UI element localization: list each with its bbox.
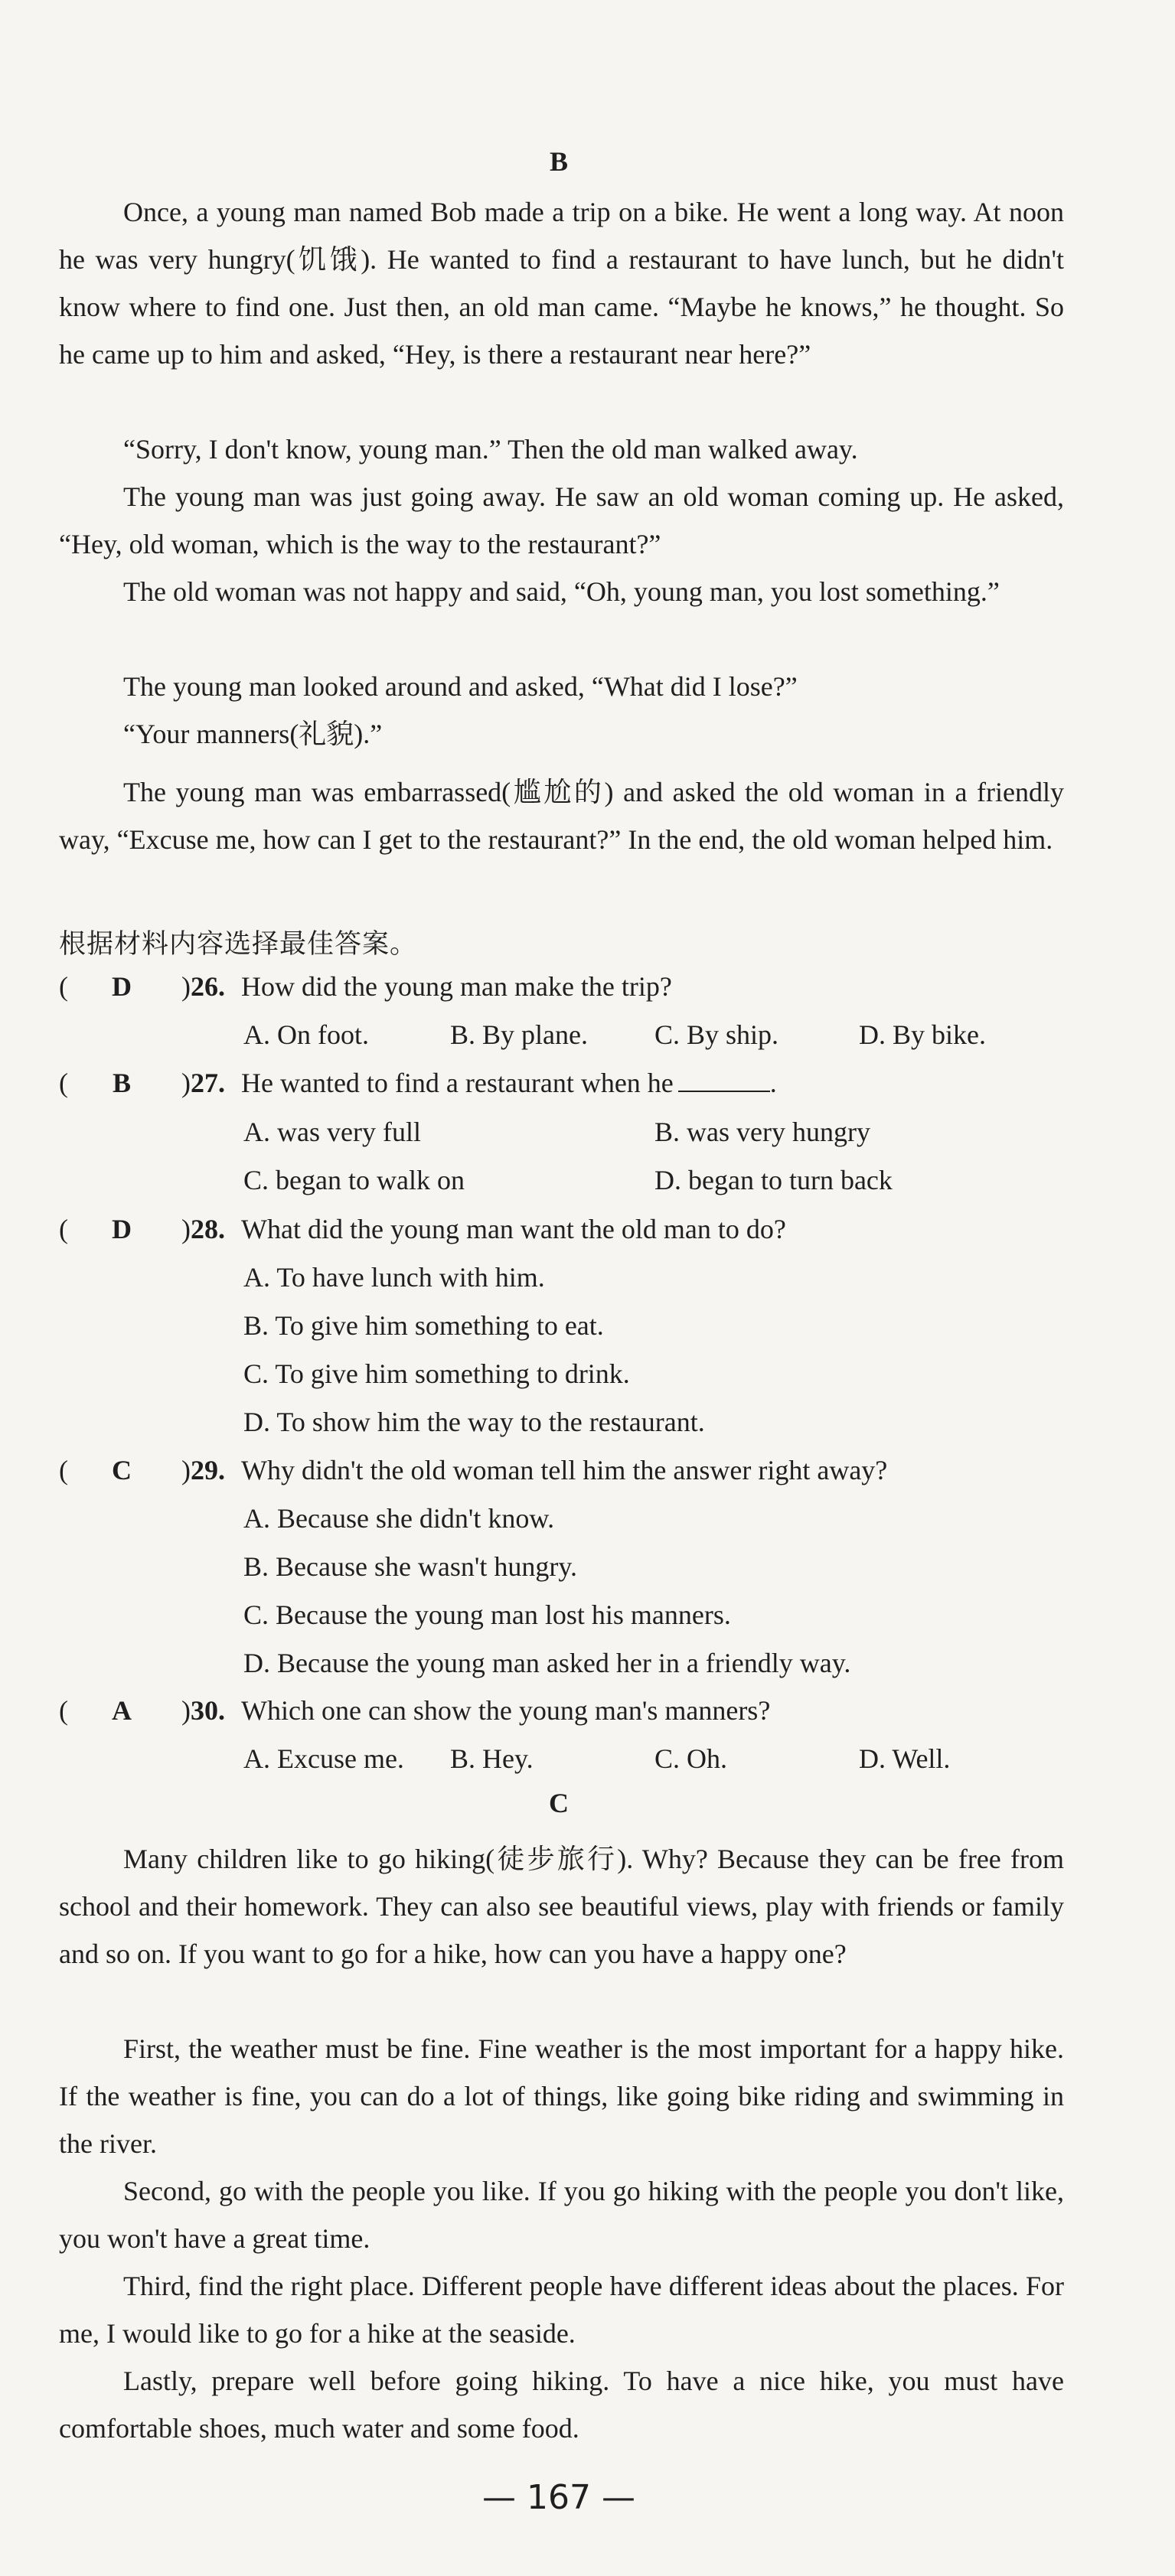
question-stem: Why didn't the old woman tell him the answer right away? (241, 1455, 888, 1485)
option-b: B. was very hungry (654, 1117, 870, 1147)
option-d: D. By bike. (859, 1019, 986, 1050)
option-a: A. was very full (243, 1117, 421, 1147)
question-stem: He wanted to find a restaurant when he . (241, 1068, 777, 1098)
option-a: A. To have lunch with him. (243, 1262, 545, 1293)
question-number: 30. (191, 1695, 225, 1726)
answer-blank (678, 1091, 770, 1092)
answer-letter: D (112, 971, 132, 1002)
section-b-heading: B (549, 146, 568, 177)
option-c: C. By ship. (654, 1019, 779, 1050)
option-c: C. Because the young man lost his manners. (243, 1599, 731, 1630)
answer-letter: D (112, 1214, 132, 1244)
option-d: D. Because the young man asked her in a friendly way. (243, 1648, 851, 1678)
option-c: C. Oh. (654, 1743, 728, 1774)
question-number: 29. (191, 1455, 225, 1485)
question-number: 28. (191, 1214, 225, 1244)
section-c-paragraph-3: Second, go with the people you like. If you go hiking with the people you don't like, you won't have a great time. (59, 2176, 1064, 2254)
section-c-paragraph-1: Many children like to go hiking(徒步旅行). Why? Because they can be free from school and their homework. They can also see beautiful views, play with friends or family and so on. If you want to go for a hike, how can you have a happy one? (59, 1844, 1064, 1969)
section-b-paragraph-3: The young man was just going away. He saw an old woman coming up. He asked, “Hey, old woman, which is the way to the restaurant?” (59, 481, 1064, 559)
option-d: D. began to turn back (654, 1165, 893, 1195)
option-d: D. To show him the way to the restaurant. (243, 1407, 705, 1437)
section-c-paragraph-4: Third, find the right place. Different people have different ideas about the places. For me, I would like to go for a hike at the seaside. (59, 2271, 1064, 2349)
option-c: C. To give him something to drink. (243, 1358, 630, 1389)
question-stem: Which one can show the young man's manners? (241, 1695, 771, 1726)
section-c-paragraph-2: First, the weather must be fine. Fine weather is the most important for a happy hike. If the weather is fine, you can do a lot of things, like going bike riding and swimming in the river. (59, 2033, 1064, 2159)
option-a: A. On foot. (243, 1019, 369, 1050)
answer-letter: C (112, 1455, 132, 1485)
section-b-paragraph-2: “Sorry, I don't know, young man.” Then the old man walked away. (123, 434, 858, 465)
option-b: B. Hey. (450, 1743, 534, 1774)
section-b-paragraph-6: “Your manners(礼貌).” (123, 719, 383, 749)
section-b-paragraph-5: The young man looked around and asked, “What did I lose?” (123, 671, 798, 702)
option-b: B. To give him something to eat. (243, 1310, 604, 1341)
question-stem: What did the young man want the old man to do? (241, 1214, 786, 1244)
answer-letter: B (112, 1068, 131, 1098)
option-d: D. Well. (859, 1743, 951, 1774)
page-number: — 167 — (482, 2478, 635, 2517)
option-b: B. Because she wasn't hungry. (243, 1551, 578, 1582)
option-c: C. began to walk on (243, 1165, 465, 1195)
section-c-heading: C (549, 1788, 569, 1818)
answer-letter: A (112, 1695, 132, 1726)
option-b: B. By plane. (450, 1019, 588, 1050)
question-stem: How did the young man make the trip? (241, 971, 672, 1002)
option-a: A. Excuse me. (243, 1743, 404, 1774)
worksheet-page: B Once, a young man named Bob made a trip on a bike. He went a long way. At noon he was very hungry(饥饿). He wanted to find a restaurant to have lunch, but he didn't know where to find one. Just then, an old man came. “Maybe he knows,” he thought. So he came up to him and asked, “Hey, is there a restaurant near here?” “Sorry, I don't know, young man.” Then the old man walked away. The young man was just going away. He saw an old woman coming up. He asked, “Hey, old woman, which is the way to the restaurant?” The old woman was not happy and said, “Oh, young man, you lost something.” The young man looked around and asked, “What did I lose?” “Your manners(礼貌).” The young man was embarrassed(尴尬的) and asked the old woman in a friendly way, “Excuse me, how can I get to the restaurant?” In the end, the old woman helped him. 根据材料内容选择最佳答案。 ( D ) 26. How did the young man make the trip? A. On foot. B. By plane. C. By ship. D. By bike. ( B ) 27. He wanted to find a restaurant when he . A. was very full B. was very hungry C. began to walk on D. began to turn back ( D ) 28. What did the young man want the old man to do? A. To have lunch with him. B. To give him something to eat. C. To give him something to drink. D. To show him the way to the restaurant. ( C ) 29. Why didn't the old woman tell him the answer right away? A. Because she didn't know. B. Because she wasn't hungry. C. Because the young man lost his manners. D. Because the young man asked her in a friendly way. ( A ) 30. Which one can show the young man's manners? A. Excuse me. B. Hey. C. Oh. D. Well. C Many children like to go hiking(徒步旅行). Why? Because they can be free from school and their homework. They can also see beautiful views, play with friends or family and so on. If you want to go for a hike, how can you have a happy one? First, the weather must be fine. Fine weather is the most important for a happy hike. If the weather is fine, you can do a lot of things, like going bike riding and swimming in the river. Second, go with the people you like. If you go hiking with the people you don't like, you won't have a great time. Third, find the right place. Different people have different ideas about the places. For me, I would like to go for a hike at the seaside. Lastly, prepare well before going hiking. To have a nice hike, you must have comfortable shoes, much water and some food. — 167 — (0, 0, 1175, 2576)
option-a: A. Because she didn't know. (243, 1503, 555, 1534)
section-b-paragraph-1: Once, a young man named Bob made a trip on a bike. He went a long way. At noon he was very hungry(饥饿). He wanted to find a restaurant to have lunch, but he didn't know where to find one. Just then, an old man came. “Maybe he knows,” he thought. So he came up to him and asked, “Hey, is there a restaurant near here?” (59, 197, 1064, 370)
section-c-paragraph-5: Lastly, prepare well before going hiking. To have a nice hike, you must have comfortable shoes, much water and some food. (59, 2366, 1064, 2444)
section-b-paragraph-7: The young man was embarrassed(尴尬的) and asked the old woman in a friendly way, “Excuse me, how can I get to the restaurant?” In the end, the old woman helped him. (59, 777, 1064, 855)
question-number: 26. (191, 971, 225, 1002)
section-b-paragraph-4: The old woman was not happy and said, “Oh, young man, you lost something.” (123, 576, 1000, 607)
question-number: 27. (191, 1068, 225, 1098)
instruction-text: 根据材料内容选择最佳答案。 (59, 929, 418, 960)
